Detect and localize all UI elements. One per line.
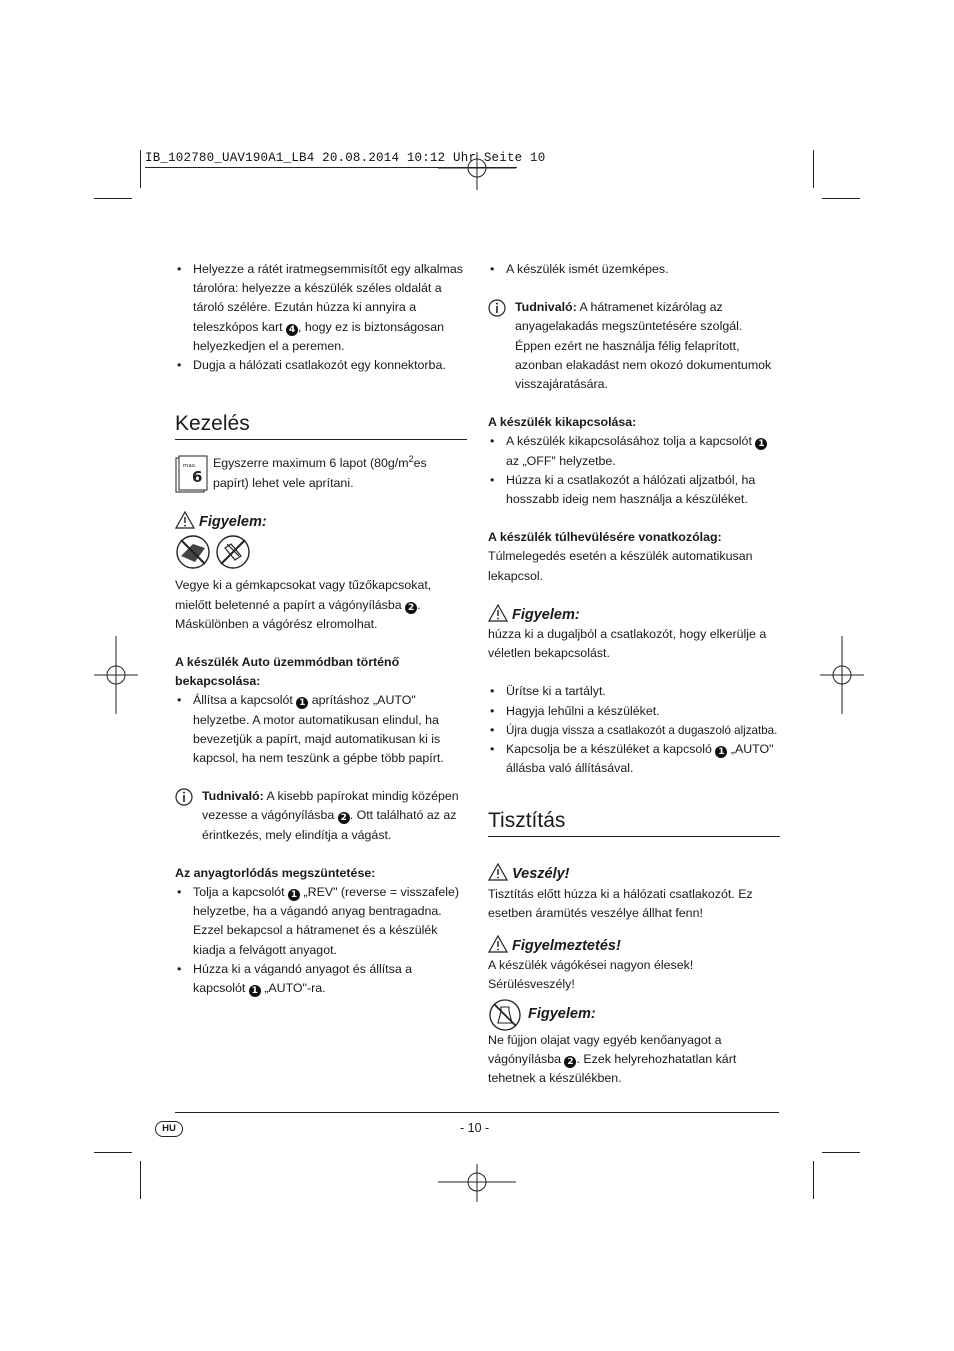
info-icon xyxy=(175,788,193,806)
warning-title: Figyelem: xyxy=(199,514,267,531)
off-list xyxy=(488,432,780,509)
right-column xyxy=(488,260,780,1088)
ready-list xyxy=(488,260,780,279)
crop-mark xyxy=(94,198,132,199)
ref-number: 1 xyxy=(288,889,300,901)
list-item: • A készülék ismét üzemképes. xyxy=(488,260,780,279)
ref-number: 2 xyxy=(564,1056,576,1068)
list-item: • Kapcsolja be a készüléket a kapcsoló 1 „AUTO" állásba való állításával. xyxy=(488,740,780,778)
section-title-kezeles: Kezelés xyxy=(175,411,467,440)
warning-title: Veszély! xyxy=(512,866,570,883)
list-item: • Helyezze a rátét iratmegsemmisítőt egy alkalmas tárolóra: helyezze a készülék széles oldalát a tároló szélére. Ezután húzza ki annyira a teleszkópos kart 4 , hogy ez is biztonságosan helyezkedjen el a peremen. xyxy=(175,260,467,356)
no-staples-icon xyxy=(175,534,253,570)
page-number: - 10 - xyxy=(460,1121,490,1135)
crop-mark xyxy=(813,150,814,188)
list-item: • Húzza ki a csatlakozót a hálózati aljzatból, ha hosszabb ideig nem használja a készüléket. xyxy=(488,471,780,509)
list-item: • Húzza ki a vágandó anyagot és állítsa a kapcsolót 1 „AUTO"-ra. xyxy=(175,960,467,998)
footer-rule xyxy=(175,1112,779,1113)
crop-mark xyxy=(140,150,141,188)
list-item: • Állítsa a kapcsolót 1 aprításhoz „AUTO" helyzetbe. A motor automatikusan elindul, ha bevezetjük a papírt, majd automatikusan ki is kapcsol, ha nem teszünk a gépbe több papírt. xyxy=(175,691,467,768)
subheading-jam: Az anyagtorlódás megszüntetése: xyxy=(175,865,376,880)
registration-mark-icon xyxy=(820,636,864,714)
ref-number: 4 xyxy=(286,324,298,336)
section-title-tisztitas: Tisztítás xyxy=(488,808,780,837)
jam-list xyxy=(175,883,467,998)
info-tudnivalo-1: Tudnivaló: A kisebb papírokat mindig középen vezesse a vágónyílásba 2 . Ott található az az érintkezés, mely elindítja a vágást. xyxy=(175,787,467,845)
auto-list xyxy=(175,691,467,768)
list-item: • A készülék kikapcsolásához tolja a kapcsolót 1 az „OFF" helyzetbe. xyxy=(488,432,780,470)
crop-mark xyxy=(140,1161,141,1199)
warning-figyelem-3: Figyelem: Ne fújjon olajat vagy egyéb kenőanyagot a vágónyílásba 2 . Ezek helyrehozhatatlan kárt tehetnek a készülékben. xyxy=(488,999,780,1089)
list-item: • Ürítse ki a tartályt. xyxy=(488,682,780,701)
ref-number: 1 xyxy=(249,985,261,997)
ref-number: 2 xyxy=(405,602,417,614)
list-item: • Tolja a kapcsolót 1 „REV" (reverse = visszafele) helyzetbe, ha a vágandó anyag bentragadna. Ezzel bekapcsol a hátramenet és a készülék kiadja a felvágott anyagot. xyxy=(175,883,467,960)
warning-figyelem-1: Figyelem: Vegye ki a gémkapcsokat vagy tűzőkapcsokat, mielőtt beletenné a papírt a vágónyílásba 2 . Máskülönben a vágórész elromolhat. xyxy=(175,511,467,634)
crop-mark xyxy=(94,1152,132,1153)
warning-veszely: Veszély! Tisztítás előtt húzza ki a hálózati csatlakozót. Ez esetben áramütés veszélye állhat fenn! xyxy=(488,863,780,923)
crop-mark xyxy=(822,198,860,199)
warning-figyelem-2: Figyelem: húzza ki a dugaljból a csatlakozót, hogy elkerülje a véletlen bekapcsolást. xyxy=(488,604,780,664)
paper-stack-icon xyxy=(175,454,209,494)
crop-mark xyxy=(813,1161,814,1199)
max-number: 6 xyxy=(192,468,203,487)
registration-mark-icon xyxy=(94,636,138,714)
list-item: • Hagyja lehűlni a készüléket. xyxy=(488,702,780,721)
warning-triangle-icon xyxy=(488,935,508,953)
warning-title: Figyelem: xyxy=(512,606,580,623)
info-icon xyxy=(488,299,506,317)
warning-triangle-icon xyxy=(175,511,195,529)
info-tudnivalo-2: Tudnivaló: A hátramenet kizárólag az anyagelakadás megszüntetésére szolgál. Éppen ezért ne használja félig felaprított, azonban elakadást nem okozó dokumentumok visszajáratására. xyxy=(488,298,780,394)
print-slug: IB_102780_UAV190A1_LB4 20.08.2014 10:12 Uhr Seite 10 xyxy=(145,151,546,165)
subheading-off: A készülék kikapcsolása: xyxy=(488,415,637,430)
ref-number: 1 xyxy=(296,697,308,709)
left-column xyxy=(175,260,467,998)
ref-number: 1 xyxy=(755,438,767,450)
ref-number: 2 xyxy=(338,812,350,824)
max-sheets-note: max. 6 Egyszerre maximum 6 lapot ($80g/m^2es$ papírt) lehet vele aprítani. xyxy=(175,454,467,498)
overheat-text: Túlmelegedés esetén a készülék automatikusan lekapcsol. xyxy=(488,549,753,583)
no-oil-icon xyxy=(488,999,522,1031)
warning-triangle-icon xyxy=(488,604,508,622)
warning-title: Figyelmeztetés! xyxy=(512,938,621,955)
registration-mark-icon xyxy=(438,1162,516,1204)
subheading-auto-mode: A készülék Auto üzemmódban történő bekapcsolása: xyxy=(175,655,400,689)
language-badge: HU xyxy=(155,1121,183,1137)
crop-mark xyxy=(822,1152,860,1153)
restart-steps xyxy=(488,682,780,778)
slug-underline xyxy=(145,167,517,168)
warning-triangle-icon xyxy=(488,863,508,881)
warning-figyelmeztetes: Figyelmeztetés! A készülék vágókései nagyon élesek! Sérülésveszély! xyxy=(488,935,780,995)
subheading-overheat: A készülék túlhevülésére vonatkozólag: xyxy=(488,530,722,545)
ref-number: 1 xyxy=(715,746,727,758)
intro-list xyxy=(175,260,467,375)
list-item: • Újra dugja vissza a csatlakozót a dugaszoló aljzatba. xyxy=(488,721,780,740)
max-label: max. xyxy=(183,463,197,470)
list-item: • Dugja a hálózati csatlakozót egy konnektorba. xyxy=(175,356,467,375)
warning-title: Figyelem: xyxy=(528,1005,596,1022)
